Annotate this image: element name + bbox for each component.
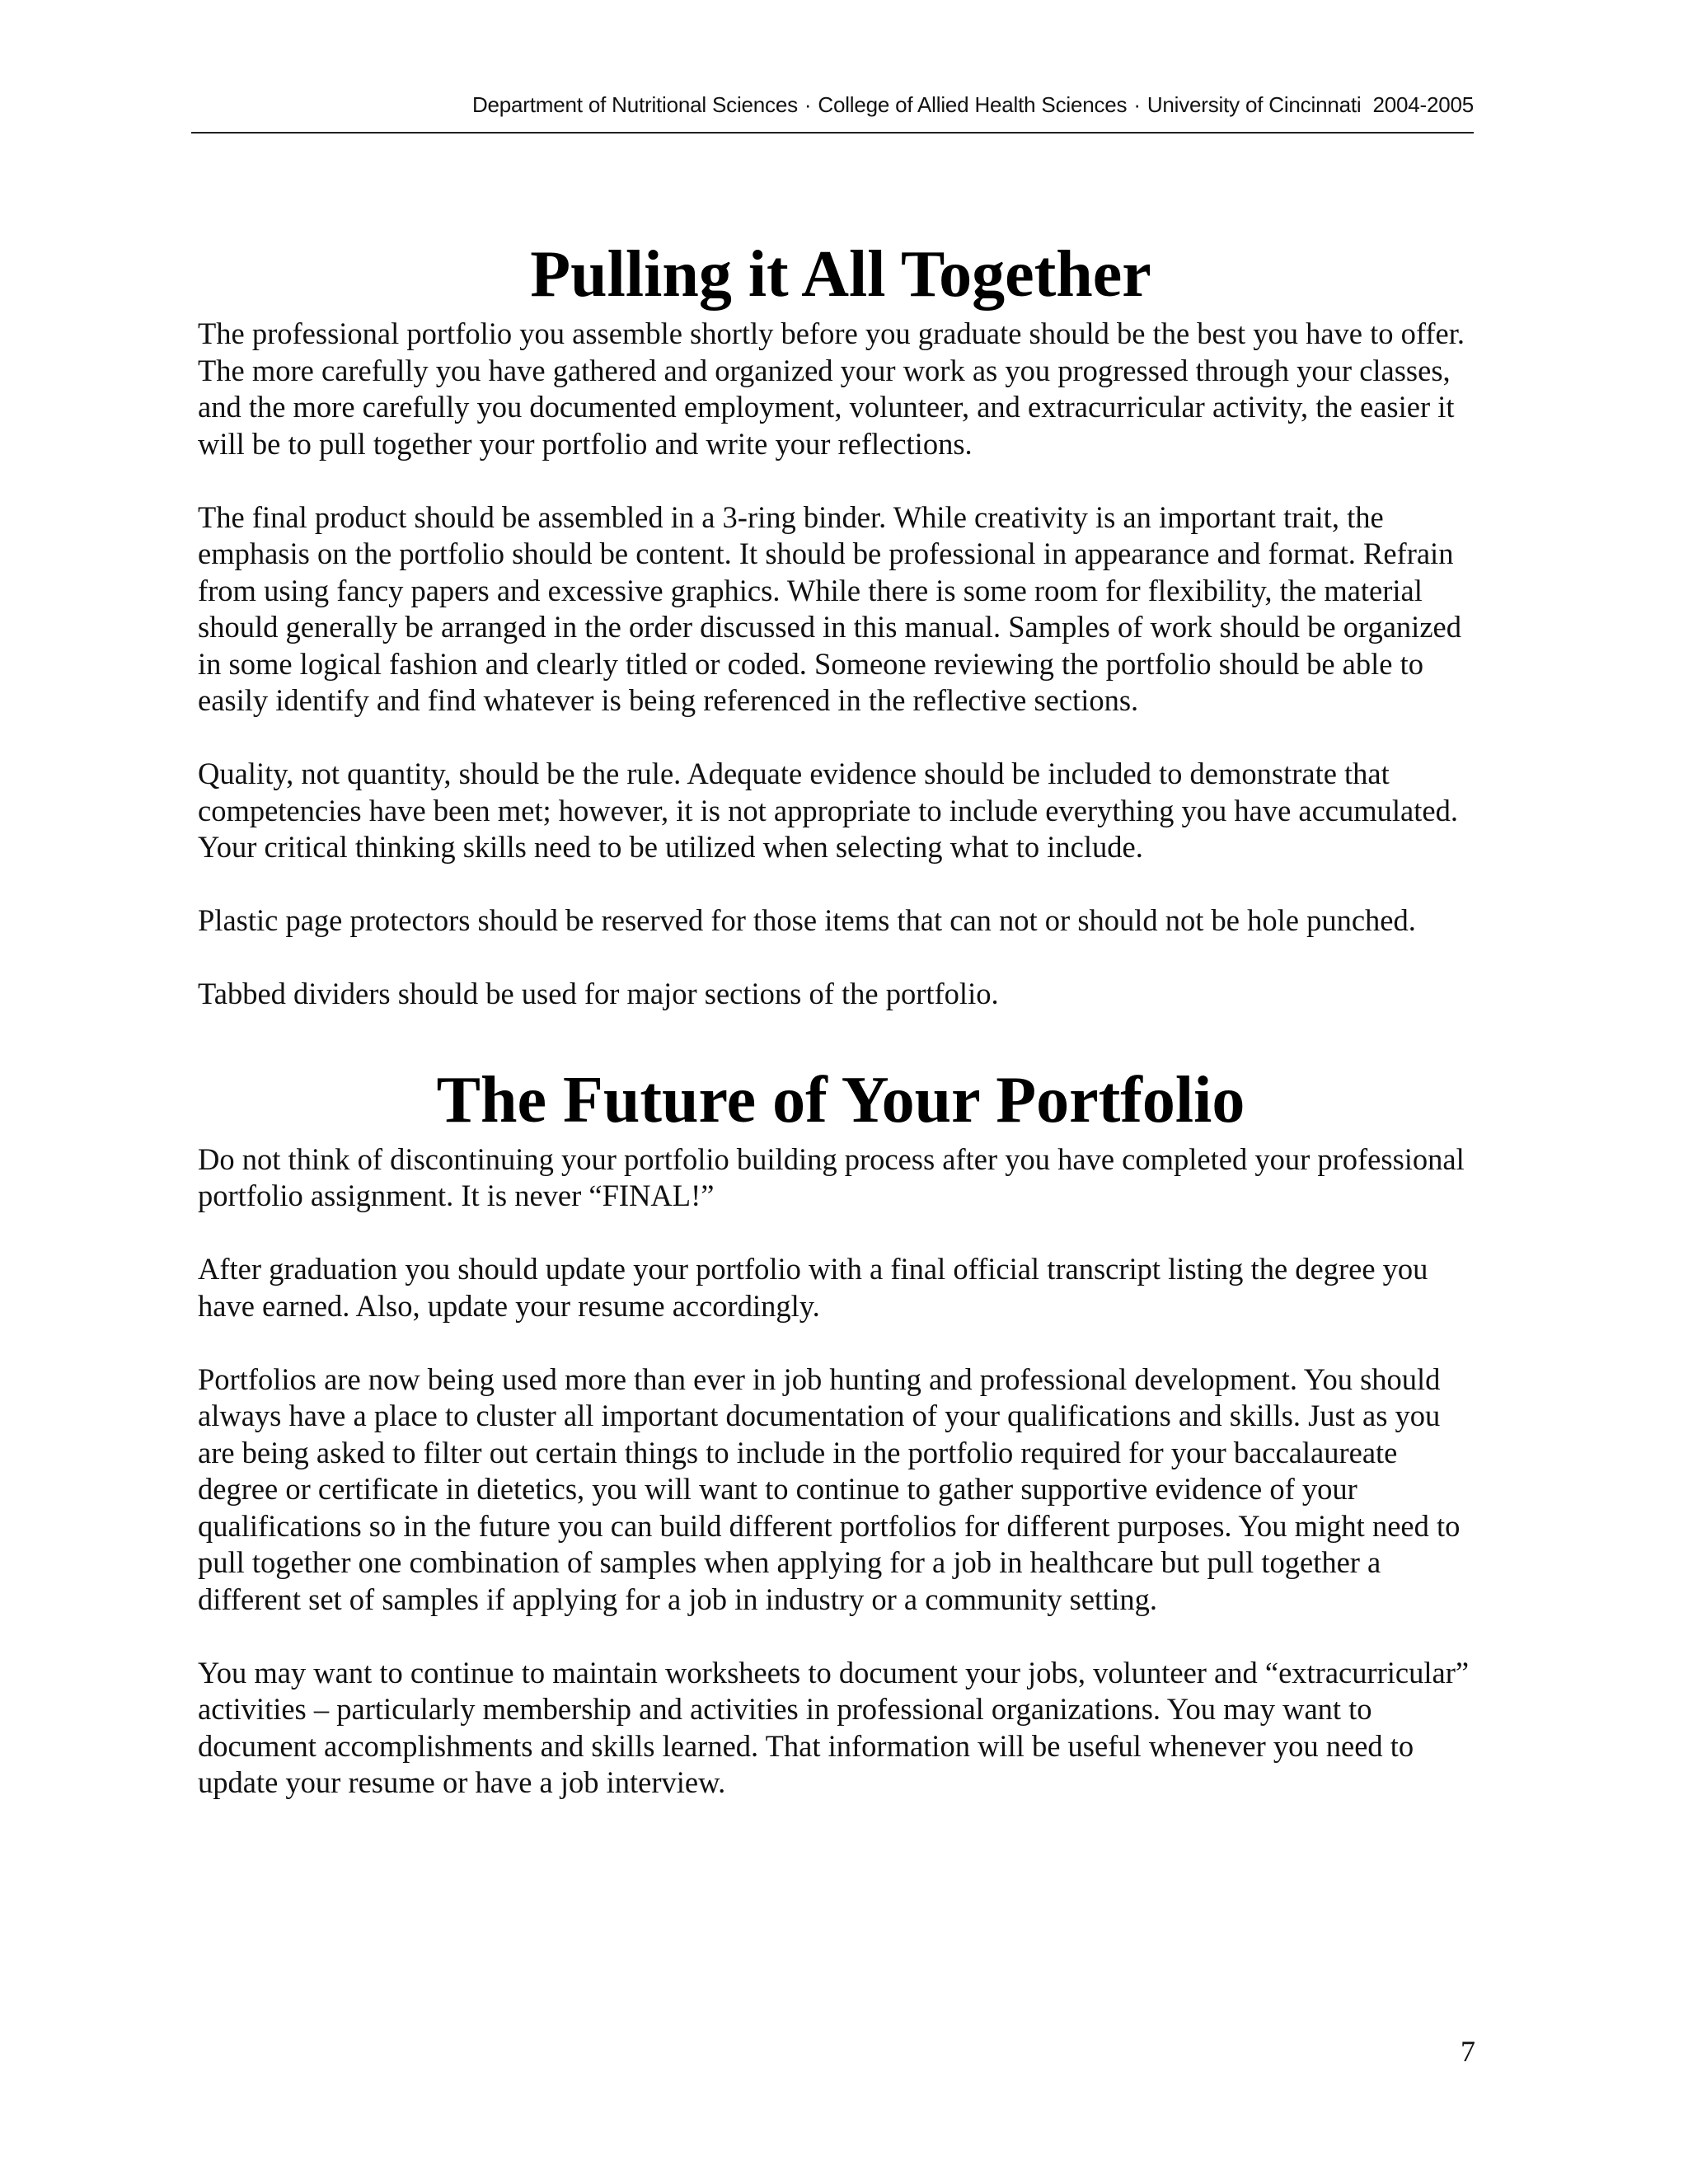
section-title-future-of-your-portfolio: The Future of Your Portfolio: [436, 1063, 1245, 1137]
section-title-pulling-it-all-together: Pulling it All Together: [530, 238, 1151, 311]
paragraph: The professional portfolio you assemble shortly before you graduate should be the best you have to offer. The more carefully you have gathered and organized your work as you progressed through your classes, and the more carefully you documented employment, volunteer, and extracurricular activity, the easier it will be to pull together your portfolio and write your reflections.: [198, 316, 1465, 461]
paragraph: Quality, not quantity, should be the rule. Adequate evidence should be included to demonstrate that competencies have been met; however, it is not appropriate to include everything you have accumulated. Your critical thinking skills need to be utilized when selecting what to include.: [198, 757, 1458, 864]
paragraph: The final product should be assembled in a 3-ring binder. While creativity is an important trait, the emphasis on the portfolio should be content. It should be professional in appearance and format. Refrain from using fancy papers and excessive graphics. While there is some room for flexibility, the material should generally be arranged in the order discussed in this manual. Samples of work should be organized in some logical fashion and clearly titled or coded. Someone reviewing the portfolio should be able to easily identify and find whatever is being referenced in the reflective sections.: [198, 499, 1461, 717]
paragraph: Do not think of discontinuing your portfolio building process after you have completed your professional portfolio assignment. It is never “FINAL!”: [198, 1141, 1465, 1212]
header-college: College of Allied Health Sciences: [818, 92, 1128, 117]
paragraph: Plastic page protectors should be reserved for those items that can not or should not be hole punched.: [198, 903, 1416, 937]
page-header: [191, 92, 1474, 134]
page-body: [198, 235, 1484, 1838]
paragraph: Tabbed dividers should be used for major sections of the portfolio.: [198, 977, 999, 1010]
paragraph: After graduation you should update your portfolio with a final official transcript listing the degree you have earned. Also, update your resume accordingly.: [198, 1252, 1428, 1323]
header-university: University of Cincinnati: [1146, 92, 1362, 117]
header-department: Department of Nutritional Sciences: [471, 92, 798, 117]
header-year: 2004-2005: [1372, 92, 1474, 117]
page-number: 7: [1461, 2035, 1475, 2068]
header-separator: ·: [1133, 92, 1141, 117]
paragraph: Portfolios are now being used more than ever in job hunting and professional development. You should always have a place to cluster all important documentation of your qualifications and skills. Just as you are being asked to filter out certain things to include in the portfolio required for your baccalaureate degree or certificate in dietetics, you will want to continue to gather supportive evidence of your qualifications so in the future you can build different portfolios for different purposes. You might need to pull together one combination of samples when applying for a job in healthcare but pull together a different set of samples if applying for a job in industry or a community setting.: [198, 1361, 1461, 1616]
paragraph: You may want to continue to maintain worksheets to document your jobs, volunteer and “extracurricular” activities – particularly membership and activities in professional organizations. You may want to document accomplishments and skills learned. That information will be useful whenever you need to update your resume or have a job interview.: [198, 1655, 1470, 1799]
header-separator: ·: [804, 92, 812, 117]
